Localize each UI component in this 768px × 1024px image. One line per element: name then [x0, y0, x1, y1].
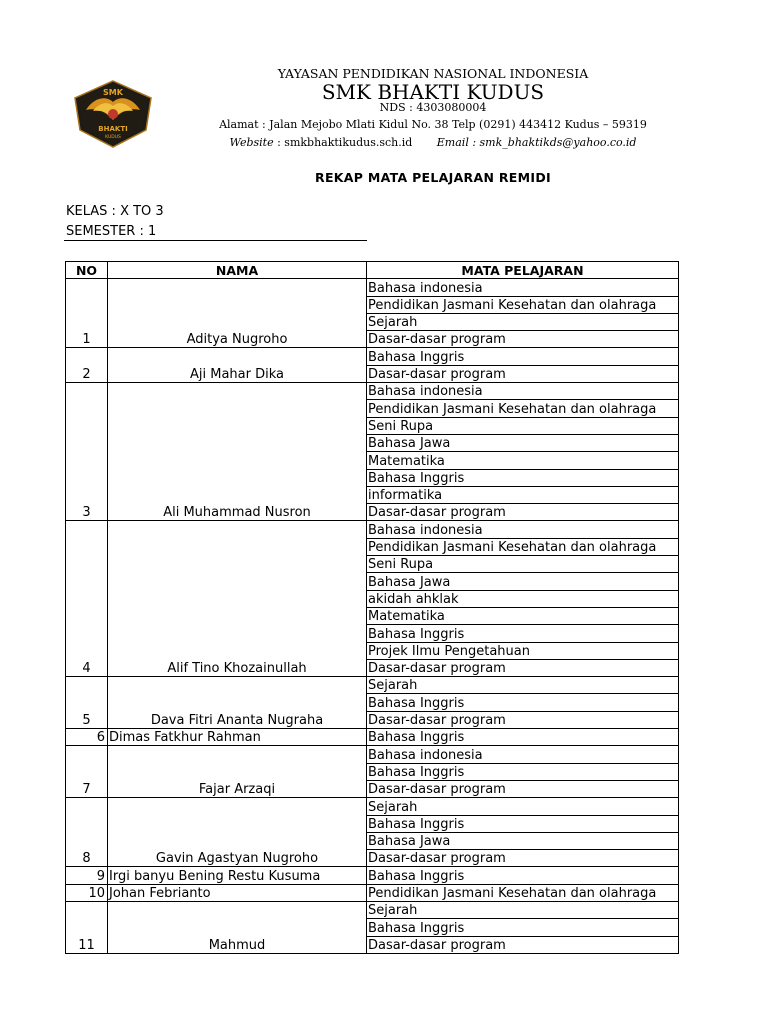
school-address: Alamat : Jalan Mejobo Mlati Kidul No. 38 Telp (0291) 443412 Kudus – 59319	[219, 118, 647, 131]
email-value: Email : smk_bhaktikds@yahoo.co.id	[436, 136, 637, 149]
subject-cell: Dasar-dasar program	[367, 711, 679, 728]
school-nds: NDS : 4303080004	[379, 101, 487, 114]
table-row	[66, 348, 679, 365]
subject-cell: Bahasa Jawa	[367, 434, 679, 451]
subject-cell: Bahasa Jawa	[367, 832, 679, 849]
subject-cell: Bahasa Inggris	[367, 729, 679, 746]
student-number: 10	[66, 884, 108, 901]
subject-cell: Dasar-dasar program	[367, 365, 679, 382]
table-row	[66, 798, 679, 815]
semester-label: SEMESTER : 1	[66, 224, 157, 239]
subject-cell: Bahasa indonesia	[367, 746, 679, 763]
website-label: Website	[229, 136, 274, 149]
school-contact	[190, 136, 676, 149]
subject-cell: Matematika	[367, 452, 679, 469]
subject-cell: Bahasa Inggris	[367, 469, 679, 486]
student-number: 9	[66, 867, 108, 884]
school-name: SMK BHAKTI KUDUS	[321, 80, 545, 104]
subject-cell: Projek Ilmu Pengetahuan	[367, 642, 679, 659]
table-row	[66, 383, 679, 400]
table-row	[66, 279, 679, 296]
table-row	[66, 884, 679, 901]
subject-cell: Dasar-dasar program	[367, 780, 679, 797]
subject-cell: Bahasa Inggris	[367, 867, 679, 884]
svg-text:KUDUS: KUDUS	[105, 135, 121, 140]
student-name: Fajar Arzaqi	[108, 746, 367, 798]
student-number: 2	[66, 348, 108, 383]
document-title: REKAP MATA PELAJARAN REMIDI	[315, 170, 551, 185]
subject-cell: Pendidikan Jasmani Kesehatan dan olahraga	[367, 296, 679, 313]
table-row	[66, 901, 679, 918]
subject-cell: Seni Rupa	[367, 556, 679, 573]
foundation-name: YAYASAN PENDIDIKAN NASIONAL INDONESIA	[277, 66, 589, 81]
subject-cell: Seni Rupa	[367, 417, 679, 434]
subject-cell: Pendidikan Jasmani Kesehatan dan olahraga	[367, 884, 679, 901]
table-row	[66, 867, 679, 884]
subject-cell: Dasar-dasar program	[367, 850, 679, 867]
student-number: 8	[66, 798, 108, 867]
table-row	[66, 746, 679, 763]
student-number: 3	[66, 383, 108, 521]
subject-cell: Sejarah	[367, 313, 679, 330]
class-label: KELAS : X TO 3	[66, 204, 164, 219]
student-name: Mahmud	[108, 901, 367, 953]
table-body	[66, 279, 679, 954]
table-row	[66, 521, 679, 538]
subject-cell: informatika	[367, 486, 679, 503]
student-name: Alif Tino Khozainullah	[108, 521, 367, 677]
subject-cell: akidah ahklak	[367, 590, 679, 607]
table-row	[66, 729, 679, 746]
subject-cell: Sejarah	[367, 798, 679, 815]
subject-cell: Bahasa Inggris	[367, 348, 679, 365]
subject-cell: Bahasa indonesia	[367, 521, 679, 538]
school-logo	[74, 80, 152, 148]
student-name: Johan Febrianto	[108, 884, 367, 901]
student-number: 11	[66, 901, 108, 953]
header-mapel: MATA PELAJARAN	[367, 262, 679, 279]
student-number: 4	[66, 521, 108, 677]
subject-cell: Sejarah	[367, 677, 679, 694]
student-number: 5	[66, 677, 108, 729]
subject-cell: Bahasa indonesia	[367, 383, 679, 400]
subject-cell: Pendidikan Jasmani Kesehatan dan olahraga	[367, 400, 679, 417]
svg-text:BHAKTI: BHAKTI	[98, 125, 128, 133]
subject-cell: Dasar-dasar program	[367, 504, 679, 521]
subject-cell: Dasar-dasar program	[367, 659, 679, 676]
student-name: Aji Mahar Dika	[108, 348, 367, 383]
student-name: Aditya Nugroho	[108, 279, 367, 348]
header-no: NO	[66, 262, 108, 279]
subject-cell: Bahasa indonesia	[367, 279, 679, 296]
student-name: Dava Fitri Ananta Nugraha	[108, 677, 367, 729]
header-nama: NAMA	[108, 262, 367, 279]
student-number: 6	[66, 729, 108, 746]
subject-cell: Bahasa Inggris	[367, 694, 679, 711]
student-number: 1	[66, 279, 108, 348]
student-name: Irgi banyu Bening Restu Kusuma	[108, 867, 367, 884]
student-number: 7	[66, 746, 108, 798]
student-name: Dimas Fatkhur Rahman	[108, 729, 367, 746]
subject-cell: Bahasa Inggris	[367, 763, 679, 780]
subject-cell: Bahasa Inggris	[367, 815, 679, 832]
subject-cell: Bahasa Inggris	[367, 919, 679, 936]
table-header-row	[66, 262, 679, 279]
website-value: : smkbhaktikudus.sch.id	[273, 136, 413, 149]
subject-cell: Bahasa Jawa	[367, 573, 679, 590]
subject-cell: Bahasa Inggris	[367, 625, 679, 642]
student-name: Gavin Agastyan Nugroho	[108, 798, 367, 867]
subject-cell: Pendidikan Jasmani Kesehatan dan olahraga	[367, 538, 679, 555]
subject-cell: Sejarah	[367, 901, 679, 918]
subject-cell: Dasar-dasar program	[367, 936, 679, 953]
student-name: Ali Muhammad Nusron	[108, 383, 367, 521]
subject-cell: Dasar-dasar program	[367, 331, 679, 348]
remedial-table	[65, 261, 679, 954]
semester-underline	[64, 240, 367, 241]
subject-cell: Matematika	[367, 607, 679, 624]
svg-text:SMK: SMK	[103, 88, 123, 97]
table-row	[66, 677, 679, 694]
